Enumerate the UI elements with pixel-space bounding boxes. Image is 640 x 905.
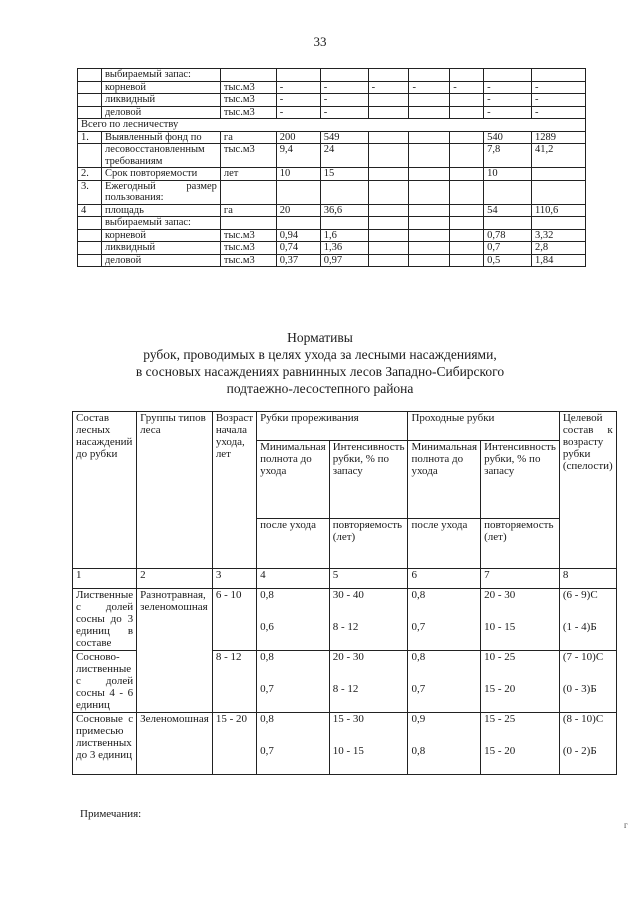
table-cell [368, 204, 409, 217]
hdr-age: Возраст начала ухода, лет [212, 412, 256, 569]
cell-pair [481, 589, 560, 651]
table-cell [409, 180, 450, 204]
table-cell: - [409, 81, 450, 94]
table-row [78, 69, 586, 82]
table-cell [450, 217, 484, 230]
cell-value-top: (7 - 10)С [562, 651, 604, 663]
table-cell [450, 106, 484, 119]
cell-value-bottom: 0,7 [260, 683, 274, 695]
cell-value-top: 0,8 [260, 651, 274, 663]
table-cell [368, 217, 409, 230]
table-cell: га [220, 131, 276, 144]
cell-value-bottom: 0,6 [260, 621, 274, 633]
table-cell: 41,2 [532, 144, 586, 168]
table-cell: - [532, 94, 586, 107]
table-cell [368, 144, 409, 168]
table-cell [450, 94, 484, 107]
column-number: 7 [481, 569, 560, 589]
table-cell [484, 69, 532, 82]
table-cell [409, 217, 450, 230]
cell-pair [408, 713, 481, 775]
forest-fund-table [77, 68, 586, 267]
hdr-thinning: Рубки прореживания [257, 412, 408, 441]
table-cell [368, 94, 409, 107]
cell-value-top: 30 - 40 [332, 589, 364, 601]
table-cell [450, 69, 484, 82]
hdr-after: после ухода [257, 519, 330, 569]
table-cell [450, 131, 484, 144]
cell-value-bottom: 10 - 15 [332, 745, 364, 757]
table-cell: - [484, 94, 532, 107]
table-cell: тыс.м3 [220, 144, 276, 168]
table-cell: 200 [276, 131, 320, 144]
table-cell: 1,84 [532, 254, 586, 267]
table-cell: 1. [78, 131, 102, 144]
table-cell [484, 217, 532, 230]
table-cell: 7,8 [484, 144, 532, 168]
table-cell: площадь [101, 204, 220, 217]
cell-value-bottom: 8 - 12 [332, 621, 359, 633]
table-cell [450, 242, 484, 255]
table-row [78, 180, 586, 204]
table-cell [320, 69, 368, 82]
cell-pair [481, 651, 560, 713]
cell-value-top: (6 - 9)С [562, 589, 598, 601]
table-cell [78, 242, 102, 255]
table-cell: ликвидный [101, 242, 220, 255]
table-cell [78, 217, 102, 230]
table-cell [409, 106, 450, 119]
table-cell: - [320, 94, 368, 107]
table-cell: 0,74 [276, 242, 320, 255]
table-cell: Ежегодный размер пользования: [101, 180, 220, 204]
column-number: 6 [408, 569, 481, 589]
cell-pair [329, 651, 408, 713]
table-cell [450, 144, 484, 168]
cell-value-top: 0,8 [260, 713, 274, 725]
cell-value-top: 15 - 30 [332, 713, 364, 725]
table-cell: 0,37 [276, 254, 320, 267]
cell-forest-type: Разнотравная, зеленомошная [137, 589, 213, 713]
table-cell: лет [220, 168, 276, 181]
cell-composition: Сосново-лиственные с долей сосны 4 - 6 единиц [73, 651, 137, 713]
table-cell: 110,6 [532, 204, 586, 217]
column-number: 8 [559, 569, 616, 589]
table-cell: 0,7 [484, 242, 532, 255]
table-cell [276, 217, 320, 230]
cell-value-bottom: 15 - 20 [484, 683, 516, 695]
table-cell [276, 180, 320, 204]
column-number: 2 [137, 569, 213, 589]
cell-value-bottom: 0,7 [260, 745, 274, 757]
table-cell: - [320, 81, 368, 94]
hdr-intensity-2: Интенсивность рубки, % по запасу [481, 441, 560, 519]
table-row [78, 242, 586, 255]
table-cell: тыс.м3 [220, 106, 276, 119]
margin-mark: г [624, 820, 628, 830]
cell-composition: Сосновые с примесью лиственных до 3 единиц [73, 713, 137, 775]
table-cell: 54 [484, 204, 532, 217]
table-cell: лесовосстановленным требованиям [101, 144, 220, 168]
table-cell: - [532, 81, 586, 94]
doc-subtitle-line1: рубок, проводимых в целях ухода за лесными насаждениями, [143, 347, 497, 362]
table-cell: тыс.м3 [220, 81, 276, 94]
cell-value-top: 0,9 [411, 713, 426, 725]
table-cell [532, 168, 586, 181]
cell-age: 6 - 10 [212, 589, 256, 651]
table-cell: - [484, 106, 532, 119]
table-cell [450, 229, 484, 242]
table-cell: корневой [101, 229, 220, 242]
table-cell [78, 254, 102, 267]
hdr-min-density-2: Минимальная полнота до ухода [408, 441, 481, 519]
table-cell: 10 [276, 168, 320, 181]
table-cell: деловой [101, 106, 220, 119]
table-cell: - [532, 106, 586, 119]
cell-value-bottom: 0,8 [411, 745, 426, 757]
table-cell: 24 [320, 144, 368, 168]
table-cell [450, 180, 484, 204]
table-cell: - [276, 106, 320, 119]
table-cell: тыс.м3 [220, 229, 276, 242]
table-row [78, 204, 586, 217]
table-cell [368, 106, 409, 119]
table-cell [409, 204, 450, 217]
table-cell: 0,78 [484, 229, 532, 242]
column-number: 4 [257, 569, 330, 589]
table-cell [532, 217, 586, 230]
table-cell: 1289 [532, 131, 586, 144]
cell-value-bottom: 0,7 [411, 683, 426, 695]
cell-forest-type: Зеленомошная [137, 713, 213, 775]
table-cell: ликвидный [101, 94, 220, 107]
doc-subtitle-line3: подтаежно-лесостепного района [226, 381, 414, 396]
cell-pair [559, 651, 616, 713]
table-cell: 2. [78, 168, 102, 181]
table-cell: 15 [320, 168, 368, 181]
table-cell [78, 69, 102, 82]
table-cell: 540 [484, 131, 532, 144]
table-cell [409, 229, 450, 242]
table-cell: 0,97 [320, 254, 368, 267]
cell-pair [257, 651, 330, 713]
table-cell [484, 180, 532, 204]
cell-composition: Лиственные с долей сосны до 3 единиц в составе [73, 589, 137, 651]
table-cell [78, 144, 102, 168]
felling-norms-table [72, 411, 617, 775]
table-cell [409, 69, 450, 82]
table-cell: - [368, 81, 409, 94]
table-cell [409, 242, 450, 255]
cell-pair [559, 589, 616, 651]
table-cell: 9,4 [276, 144, 320, 168]
table-row [73, 713, 617, 775]
cell-pair [329, 713, 408, 775]
cell-pair [408, 651, 481, 713]
table-cell: - [484, 81, 532, 94]
cell-value-bottom: 0,7 [411, 621, 426, 633]
cell-pair [257, 589, 330, 651]
doc-subtitle-line2: в сосновых насаждениях равнинных лесов Западно-Сибирского [135, 364, 505, 379]
table-cell: тыс.м3 [220, 94, 276, 107]
table-cell: тыс.м3 [220, 254, 276, 267]
table-cell: Срок повторяемости [101, 168, 220, 181]
table-cell: выбираемый запас: [101, 217, 220, 230]
table-cell: 3,32 [532, 229, 586, 242]
table-cell [368, 131, 409, 144]
hdr-intensity: Интенсивность рубки, % по запасу [329, 441, 408, 519]
hdr-after-2: после ухода [408, 519, 481, 569]
cell-pair [329, 589, 408, 651]
cell-value-bottom: 15 - 20 [484, 745, 516, 757]
table-cell: 4 [78, 204, 102, 217]
table-cell [368, 168, 409, 181]
hdr-composition: Состав лесных насаждений до рубки [73, 412, 137, 569]
table-cell [409, 254, 450, 267]
table-cell: Выявленный фонд по [101, 131, 220, 144]
hdr-target: Целевой состав к возрасту рубки (спелости) [559, 412, 616, 569]
table-cell [532, 69, 586, 82]
table-cell [78, 94, 102, 107]
cell-pair [559, 713, 616, 775]
cell-age: 8 - 12 [212, 651, 256, 713]
table-cell: 36,6 [320, 204, 368, 217]
table-cell [320, 217, 368, 230]
table-cell: 549 [320, 131, 368, 144]
table-cell [409, 131, 450, 144]
table-row [78, 144, 586, 168]
table-cell: выбираемый запас: [101, 69, 220, 82]
cell-value-top: (8 - 10)С [562, 713, 604, 725]
table-cell: корневой [101, 81, 220, 94]
cell-value-top: 10 - 25 [484, 651, 516, 663]
table-cell: 3. [78, 180, 102, 204]
hdr-passing: Проходные рубки [408, 412, 559, 441]
table-cell [450, 168, 484, 181]
table-cell: 2,8 [532, 242, 586, 255]
table-cell [220, 217, 276, 230]
cell-value-bottom: (0 - 3)Б [562, 683, 597, 695]
table-cell [532, 180, 586, 204]
cell-value-bottom: (0 - 2)Б [562, 745, 597, 757]
table-cell [276, 69, 320, 82]
page-number: 33 [313, 34, 327, 49]
cell-value-top: 0,8 [411, 651, 426, 663]
hdr-repeat-2: повторяемость (лет) [481, 519, 560, 569]
table-cell [409, 94, 450, 107]
cell-value-top: 20 - 30 [484, 589, 516, 601]
cell-age: 15 - 20 [212, 713, 256, 775]
table-cell [450, 204, 484, 217]
cell-value-top: 0,8 [411, 589, 426, 601]
table-cell: - [320, 106, 368, 119]
column-number: 5 [329, 569, 408, 589]
table-cell: 10 [484, 168, 532, 181]
hdr-repeat: повторяемость (лет) [329, 519, 408, 569]
table-row [78, 168, 586, 181]
table-cell [368, 229, 409, 242]
table-cell [368, 180, 409, 204]
cell-value-bottom: (1 - 4)Б [562, 621, 597, 633]
cell-value-top: 15 - 25 [484, 713, 516, 725]
table-row [78, 81, 586, 94]
column-number: 1 [73, 569, 137, 589]
table-cell [220, 180, 276, 204]
doc-title: Нормативы [287, 330, 353, 345]
table-cell [368, 242, 409, 255]
table-cell: 0,5 [484, 254, 532, 267]
table-row [78, 106, 586, 119]
cell-pair [408, 589, 481, 651]
table-cell [368, 254, 409, 267]
table-cell: 0,94 [276, 229, 320, 242]
column-number: 3 [212, 569, 256, 589]
table-cell: деловой [101, 254, 220, 267]
cell-pair [481, 713, 560, 775]
table-cell: 1,6 [320, 229, 368, 242]
table-row [78, 94, 586, 107]
table-cell: тыс.м3 [220, 242, 276, 255]
table-cell: - [276, 94, 320, 107]
table-cell [78, 106, 102, 119]
hdr-forest-type: Группы типов леса [137, 412, 213, 569]
cell-value-bottom: 8 - 12 [332, 683, 359, 695]
table-cell [220, 69, 276, 82]
table-cell [450, 254, 484, 267]
table-cell [368, 69, 409, 82]
table-cell: га [220, 204, 276, 217]
table-row [78, 229, 586, 242]
table-cell [78, 229, 102, 242]
table-cell [409, 168, 450, 181]
table-cell: 1,36 [320, 242, 368, 255]
table-row [73, 589, 617, 651]
table-row [78, 131, 586, 144]
notes-label: Примечания: [80, 808, 142, 820]
cell-pair [257, 713, 330, 775]
table-cell: 20 [276, 204, 320, 217]
cell-value-bottom: 10 - 15 [484, 621, 516, 633]
table-cell [409, 144, 450, 168]
section-title: Всего по лесничеству [78, 119, 586, 132]
cell-value-top: 0,8 [260, 589, 274, 601]
table-row [78, 254, 586, 267]
table-cell [78, 81, 102, 94]
table-cell: - [276, 81, 320, 94]
table-row [78, 217, 586, 230]
cell-value-top: 20 - 30 [332, 651, 364, 663]
hdr-min-density: Минимальная полнота до ухода [257, 441, 330, 519]
table-cell [320, 180, 368, 204]
table-cell: - [450, 81, 484, 94]
